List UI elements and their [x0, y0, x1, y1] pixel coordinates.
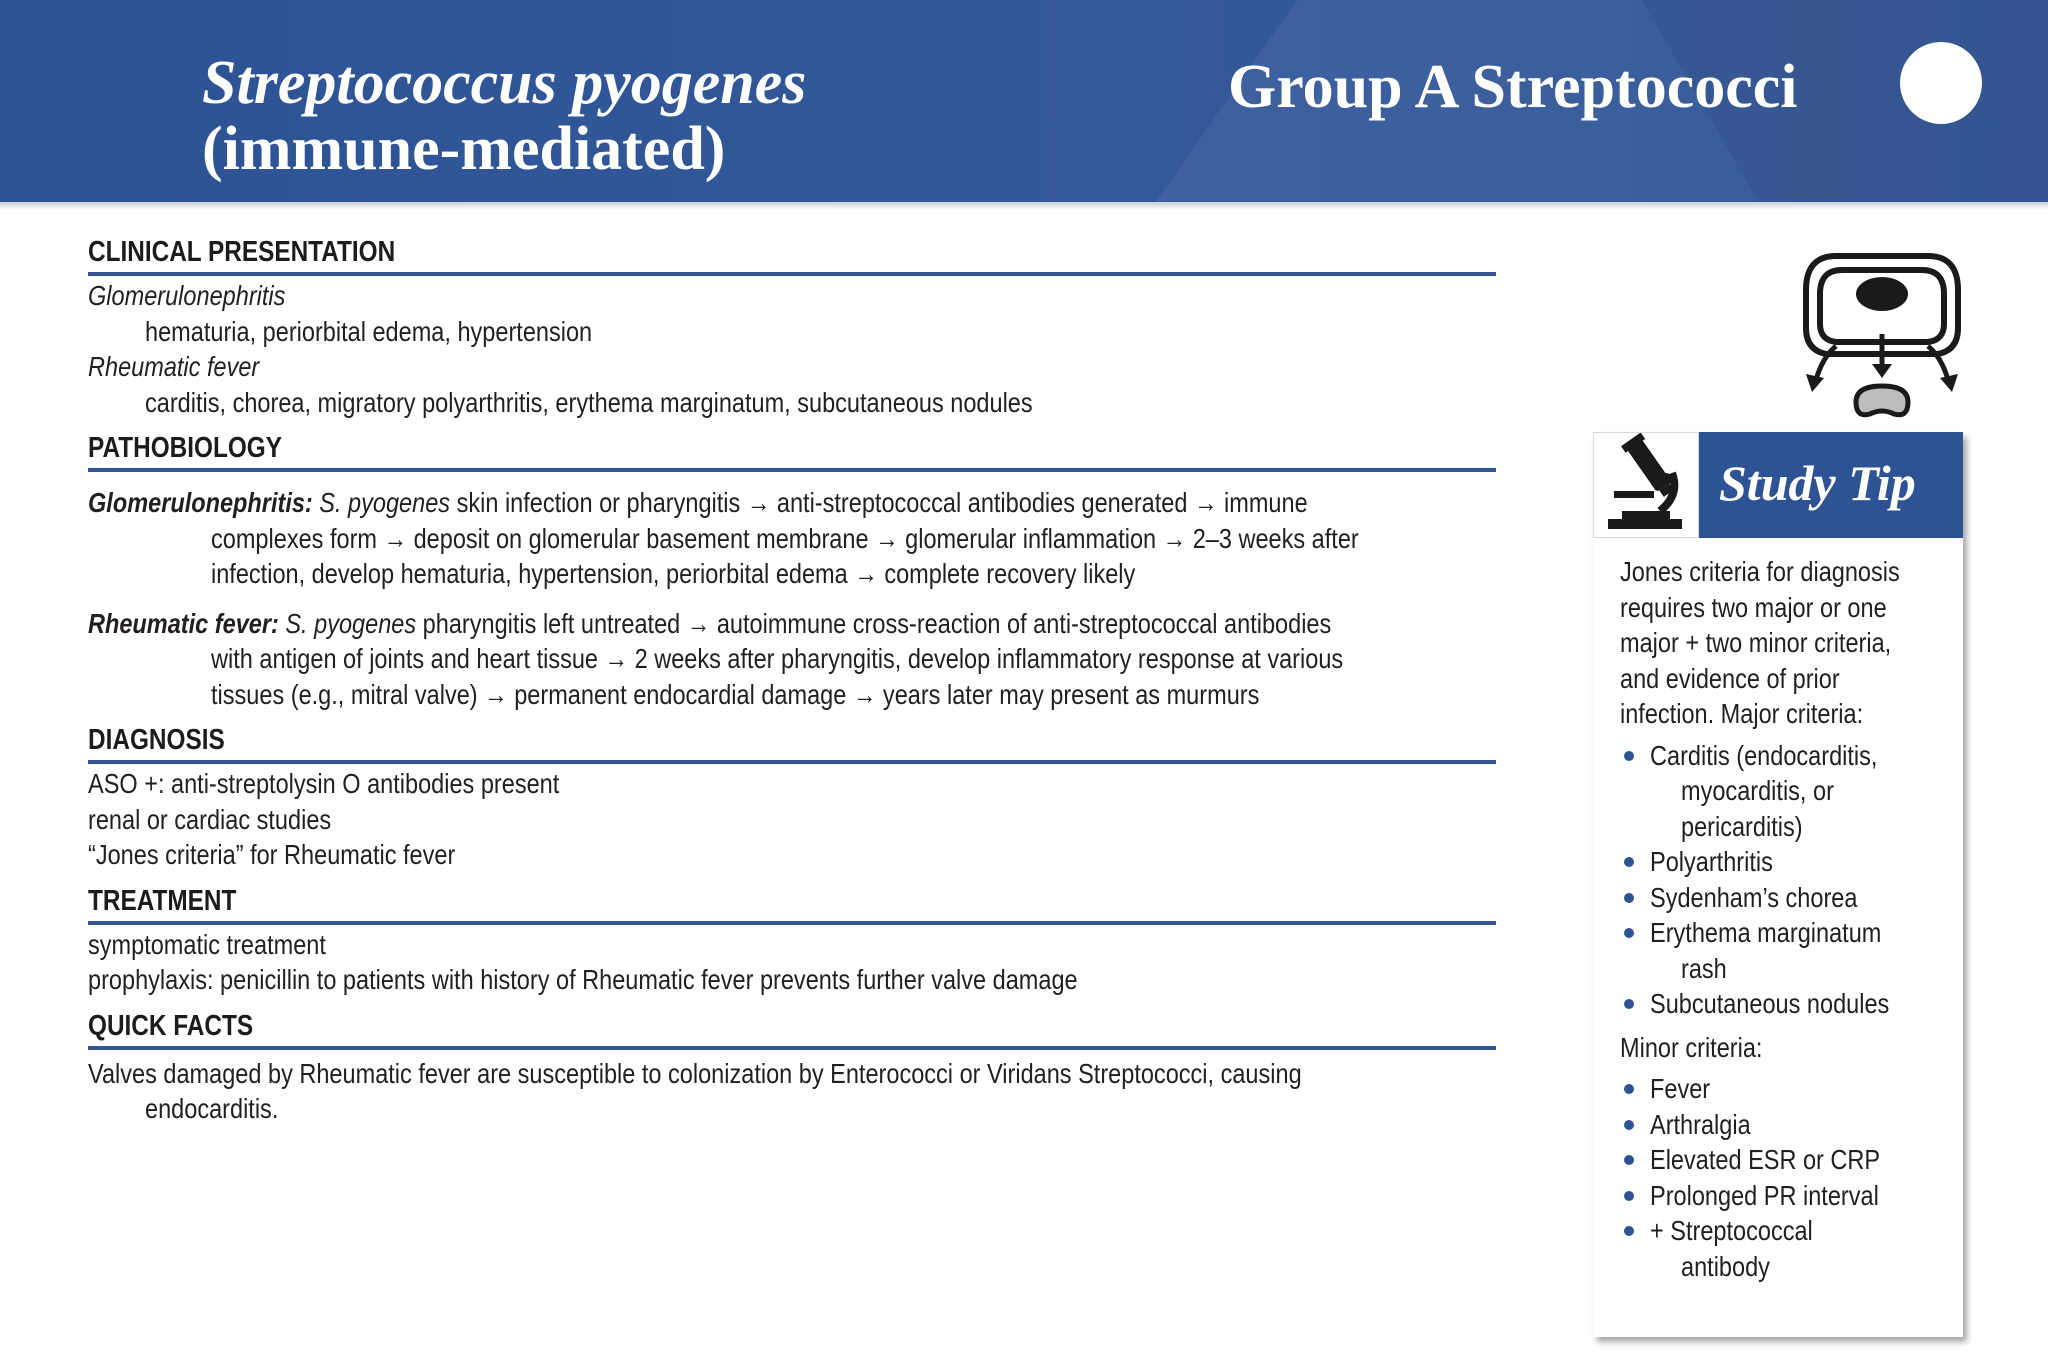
section-heading-text: TREATMENT — [88, 884, 237, 917]
criteria-cont — [1650, 951, 1950, 987]
diagnosis-text: renal or cardiac studies — [88, 803, 332, 835]
header-banner — [0, 0, 2048, 202]
section-quick-facts — [88, 1006, 1496, 1127]
quick-facts-line2 — [88, 1091, 1496, 1127]
tip-intro-line — [1620, 696, 1950, 732]
tip-intro-line — [1620, 554, 1950, 590]
tip-intro-text: Jones criteria for diagnosis — [1620, 556, 1900, 587]
section-heading — [88, 881, 1496, 925]
diagnosis-text: “Jones criteria” for Rheumatic fever — [88, 839, 456, 870]
page-tab-circle — [1900, 42, 1982, 124]
list-item — [1620, 880, 1950, 916]
study-tip-banner — [1699, 432, 1963, 538]
criteria-cont — [1650, 809, 1950, 845]
section-heading-text: CLINICAL PRESENTATION — [88, 236, 396, 268]
criteria-text: Arthralgia — [1650, 1108, 1751, 1140]
pathobiology-gn-line2 — [88, 521, 1496, 557]
diagnosis-line — [88, 837, 1496, 873]
criteria-text: Polyarthritis — [1650, 846, 1773, 877]
tip-intro-line — [1620, 661, 1950, 697]
section-diagnosis — [88, 720, 1496, 873]
pathobiology-text: skin infection or pharyngitis → anti-streptococcal antibodies generated → immune — [450, 487, 1308, 518]
criteria-text: Fever — [1650, 1073, 1711, 1104]
diagnosis-line — [88, 766, 1496, 802]
criteria-text: Erythema marginatum — [1650, 917, 1882, 948]
section-heading — [88, 1006, 1496, 1050]
main-content — [88, 232, 1496, 1127]
treatment-line — [88, 927, 1496, 963]
quick-facts-line1 — [88, 1056, 1496, 1092]
gn-symptoms — [88, 314, 1496, 350]
section-heading-text: PATHOBIOLOGY — [88, 432, 282, 464]
group-title: Group A Streptococci — [1228, 53, 1798, 121]
section-treatment — [88, 881, 1496, 998]
rf-label-text: Rheumatic fever — [88, 351, 260, 382]
pathobiology-text: complexes form → deposit on glomerular basement membrane → glomerular inflammation → 2–3 weeks after — [211, 522, 1359, 554]
diagnosis-text: ASO +: anti-streptolysin O antibodies present — [88, 768, 560, 799]
list-item — [1620, 986, 1950, 1022]
title-subtitle: (immune-mediated) — [202, 115, 726, 183]
tip-intro-line — [1620, 590, 1950, 626]
species-abbrev: S. pyogenes — [285, 607, 417, 639]
pathobiology-rf-label: Rheumatic fever: — [88, 607, 279, 639]
rf-label — [88, 349, 1496, 385]
pathobiology-gn-line1 — [88, 485, 1496, 521]
quick-facts-text: Valves damaged by Rheumatic fever are susceptible to colonization by Enterococci or Viridans Streptococci, causing — [88, 1057, 1302, 1089]
species-abbrev: S. pyogenes — [319, 487, 451, 518]
section-heading-text: QUICK FACTS — [88, 1009, 254, 1042]
list-item — [1620, 1142, 1950, 1178]
study-tip-card — [1593, 432, 1963, 1337]
pathobiology-text: tissues (e.g., mitral valve) → permanent endocardial damage → years later may present as murmurs — [211, 678, 1260, 710]
bullet-icon — [1624, 1226, 1634, 1236]
section-clinical-presentation — [88, 232, 1496, 420]
criteria-text: Carditis (endocarditis, — [1650, 739, 1878, 771]
gn-symptoms-text: hematuria, periorbital edema, hypertension — [145, 315, 593, 347]
rf-symptoms-text: carditis, chorea, migratory polyarthritis, erythema marginatum, subcutaneous nodules — [145, 386, 1033, 418]
criteria-text: myocarditis, or — [1681, 775, 1834, 806]
major-criteria-list — [1620, 738, 1950, 1022]
minor-criteria-label-text: Minor criteria: — [1620, 1031, 1763, 1063]
bullet-icon — [1624, 1155, 1634, 1165]
minor-criteria-list — [1620, 1071, 1950, 1284]
pathobiology-text: infection, develop hematuria, hypertension, periorbital edema → complete recovery likely — [211, 558, 1136, 589]
list-item — [1620, 844, 1950, 880]
gn-label-text: Glomerulonephritis — [88, 280, 286, 311]
criteria-text: pericarditis) — [1681, 810, 1803, 842]
list-item — [1620, 1107, 1950, 1143]
criteria-cont — [1650, 773, 1950, 809]
list-item — [1620, 1071, 1950, 1107]
list-item — [1620, 738, 1950, 845]
criteria-text: rash — [1681, 952, 1727, 984]
diagnosis-line — [88, 802, 1496, 838]
cell-secretion-icon — [1798, 250, 1966, 425]
tip-intro-text: major + two minor criteria, — [1620, 627, 1892, 658]
section-pathobiology — [88, 428, 1496, 712]
section-heading — [88, 428, 1496, 472]
bullet-icon — [1624, 893, 1634, 903]
section-heading — [88, 232, 1496, 276]
list-item — [1620, 1178, 1950, 1214]
pathobiology-rf-line1 — [88, 606, 1496, 642]
header-shadow — [0, 202, 2048, 210]
criteria-text: Sydenham’s chorea — [1650, 881, 1858, 913]
tip-intro-text: and evidence of prior — [1620, 662, 1840, 694]
microscope-icon — [1594, 433, 1700, 539]
pathobiology-gn-label: Glomerulonephritis: — [88, 487, 313, 518]
treatment-line — [88, 962, 1496, 998]
quick-facts-text: endocarditis. — [145, 1093, 279, 1124]
study-tip-header — [1593, 432, 1963, 538]
pathobiology-rf — [88, 606, 1496, 713]
page-title — [202, 50, 806, 182]
bullet-icon — [1624, 999, 1634, 1009]
study-tip-body — [1620, 554, 1950, 1284]
criteria-text: + Streptococcal — [1650, 1215, 1813, 1246]
treatment-text: prophylaxis: penicillin to patients with history of Rheumatic fever prevents further valve damage — [88, 964, 1078, 995]
bullet-icon — [1624, 1120, 1634, 1130]
criteria-text: Prolonged PR interval — [1650, 1179, 1879, 1211]
bullet-icon — [1624, 857, 1634, 867]
tip-intro-text: infection. Major criteria: — [1620, 698, 1864, 729]
bullet-icon — [1624, 751, 1634, 761]
minor-criteria-label — [1620, 1030, 1950, 1066]
pathobiology-gn — [88, 485, 1496, 592]
tip-intro-line — [1620, 625, 1950, 661]
criteria-text: Elevated ESR or CRP — [1650, 1144, 1881, 1175]
section-heading-text: DIAGNOSIS — [88, 724, 225, 756]
pathobiology-gn-line3 — [88, 556, 1496, 592]
rf-symptoms — [88, 385, 1496, 421]
list-item — [1620, 915, 1950, 986]
species-name: Streptococcus pyogenes — [202, 49, 807, 117]
microscope-icon-box — [1593, 432, 1699, 538]
criteria-text: antibody — [1681, 1250, 1770, 1282]
bullet-icon — [1624, 928, 1634, 938]
study-tip-title: Study Tip — [1719, 455, 1916, 511]
treatment-text: symptomatic treatment — [88, 928, 326, 960]
pathobiology-rf-line2 — [88, 641, 1496, 677]
pathobiology-text: pharyngitis left untreated → autoimmune cross-reaction of anti-streptococcal antibodies — [416, 607, 1332, 639]
list-item — [1620, 1213, 1950, 1284]
gn-label — [88, 278, 1496, 314]
bullet-icon — [1624, 1191, 1634, 1201]
pathobiology-text: with antigen of joints and heart tissue → 2 weeks after pharyngitis, develop inflammatory response at various — [211, 643, 1344, 674]
criteria-cont — [1650, 1249, 1950, 1285]
tip-intro-text: requires two major or one — [1620, 591, 1887, 623]
bullet-icon — [1624, 1084, 1634, 1094]
pathobiology-rf-line3 — [88, 677, 1496, 713]
criteria-text: Subcutaneous nodules — [1650, 988, 1890, 1019]
section-heading — [88, 720, 1496, 764]
